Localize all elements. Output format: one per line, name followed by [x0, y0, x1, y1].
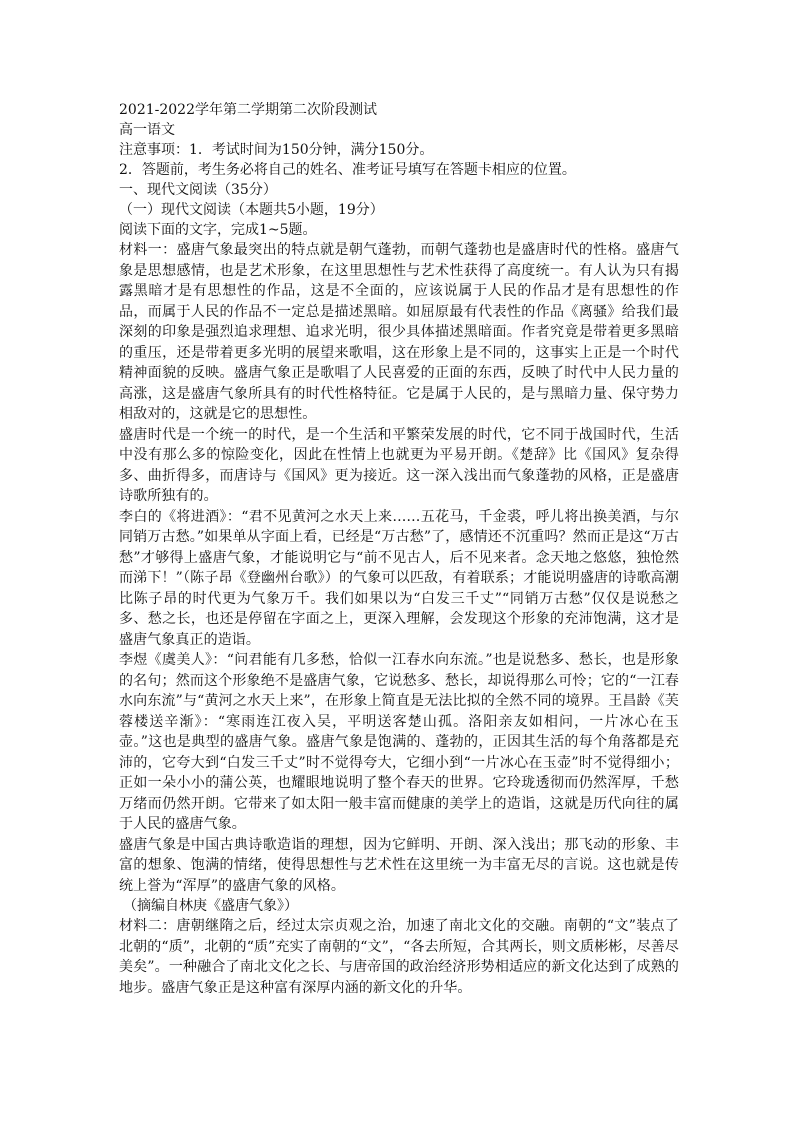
exam-title: 2021-2022学年第二学期第二次阶段测试: [119, 102, 377, 118]
sub-section-title: （一）现代文阅读（本题共5小题，19分）: [119, 202, 384, 218]
subject-title: 高一语文: [119, 122, 175, 138]
notice-line-2: 2．答题前，考生务必将自己的姓名、准考证号填写在答题卡相应的位置。: [119, 162, 576, 178]
material-1-paragraph-5: 盛唐气象是中国古典诗歌造诣的理想，因为它鲜明、开朗、深入浅出；那飞动的形象、丰富的想象、饱满的情绪，使得思想性与艺术性在这里统一为丰富无尽的言说。这也就是传统上誉为“浑厚”的盛唐气象的风格。: [119, 836, 679, 894]
material-1-paragraph-3: 李白的《将进酒》：“君不见黄河之水天上来……五花马，千金裘，呼儿将出换美酒，与尔同销万古愁。”如果单从字面上看，已经是“万古愁”了，感情还不沉重吗？然而正是这“万古愁”才够得上盛唐气象，才能说明它与“前不见古人，后不见来者。念天地之悠悠，独怆然而涕下！”（陈子昂《登幽州台歌》）的气象可以匹敌，有着联系；才能说明盛唐的诗歌高潮比陈子昂的时代更为气象万千。我们如果以为“白发三千丈”“同销万古愁”仅仅是说愁之多、愁之长，也还是停留在字面之上，更深入理解，会发现这个形象的充沛饱满，这才是盛唐气象真正的造诣。: [119, 508, 679, 648]
material-1-source: （摘编自林庚《盛唐气象》）: [123, 898, 298, 914]
part-title: 一、现代文阅读（35分）: [119, 182, 277, 198]
material-2-paragraph-1: 材料二：唐朝继隋之后，经过太宗贞观之治，加速了南北文化的交融。南朝的“文”装点了北朝的“质”，北朝的“质”充实了南朝的“文”，“各去所短，合其两长，则文质彬彬，尽善尽美矣”。一种融合了南北文化之长、与唐帝国的政治经济形势相适应的新文化达到了成熟的地步。盛唐气象正是这种富有深厚内涵的新文化的升华。: [119, 918, 679, 996]
notice-line-1: 注意事项：1．考试时间为150分钟，满分150分。: [119, 142, 434, 158]
exam-page: [119, 100, 679, 998]
material-1-paragraph-1: 材料一：盛唐气象最突出的特点就是朝气蓬勃，而朝气蓬勃也是盛唐时代的性格。盛唐气象是思想感情，也是艺术形象，在这里思想性与艺术性获得了高度统一。有人认为只有揭露黑暗才是有思想性的作品，这是不全面的，应该说属于人民的作品才是有思想性的作品，而属于人民的作品不一定总是描述黑暗。如屈原最有代表性的作品《离骚》给我们最深刻的印象是强烈追求理想、追求光明，很少具体描述黑暗面。作者究竟是带着更多黑暗的重压，还是带着更多光明的展望来歌唱，这在形象上是不同的，这事实上正是一个时代精神面貌的反映。盛唐气象正是歌唱了人民喜爱的正面的东西，反映了时代中人民力量的高涨，这是盛唐气象所具有的时代性格特征。它是属于人民的，是与黑暗力量、保守势力相敌对的，这就是它的思想性。: [119, 242, 679, 422]
reading-instruction: 阅读下面的文字，完成1~5题。: [119, 222, 317, 238]
material-1-paragraph-4: 李煜《虞美人》：“问君能有几多愁，恰似一江春水向东流。”也是说愁多、愁长，也是形象的名句；然而这个形象绝不是盛唐气象，它说愁多、愁长，却说得那么可怜；它的“一江春水向东流”与“黄河之水天上来”，在形象上简直是无法比拟的全然不同的境界。王昌龄《芙蓉楼送辛渐》：“寒雨连江夜入吴，平明送客楚山孤。洛阳亲友如相问，一片冰心在玉壶。”这也是典型的盛唐气象。盛唐气象是饱满的、蓬勃的，正因其生活的每个角落都是充沛的，它夸大到“白发三千丈”时不觉得夸大，它细小到“一片冰心在玉壶”时不觉得细小；正如一朵小小的蒲公英，也耀眼地说明了整个春天的世界。它玲珑透彻而仍然浑厚，千愁万绪而仍然开朗。它带来了如太阳一般丰富而健康的美学上的造诣，这就是历代向往的属于人民的盛唐气象。: [119, 652, 679, 832]
material-1-paragraph-2: 盛唐时代是一个统一的时代，是一个生活和平繁荣发展的时代，它不同于战国时代，生活中没有那么多的惊险变化，因此在性情上也就更为平易开朗。《楚辞》比《国风》复杂得多、曲折得多，而唐诗与《国风》更为接近。这一深入浅出而气象蓬勃的风格，正是盛唐诗歌所独有的。: [119, 426, 679, 504]
